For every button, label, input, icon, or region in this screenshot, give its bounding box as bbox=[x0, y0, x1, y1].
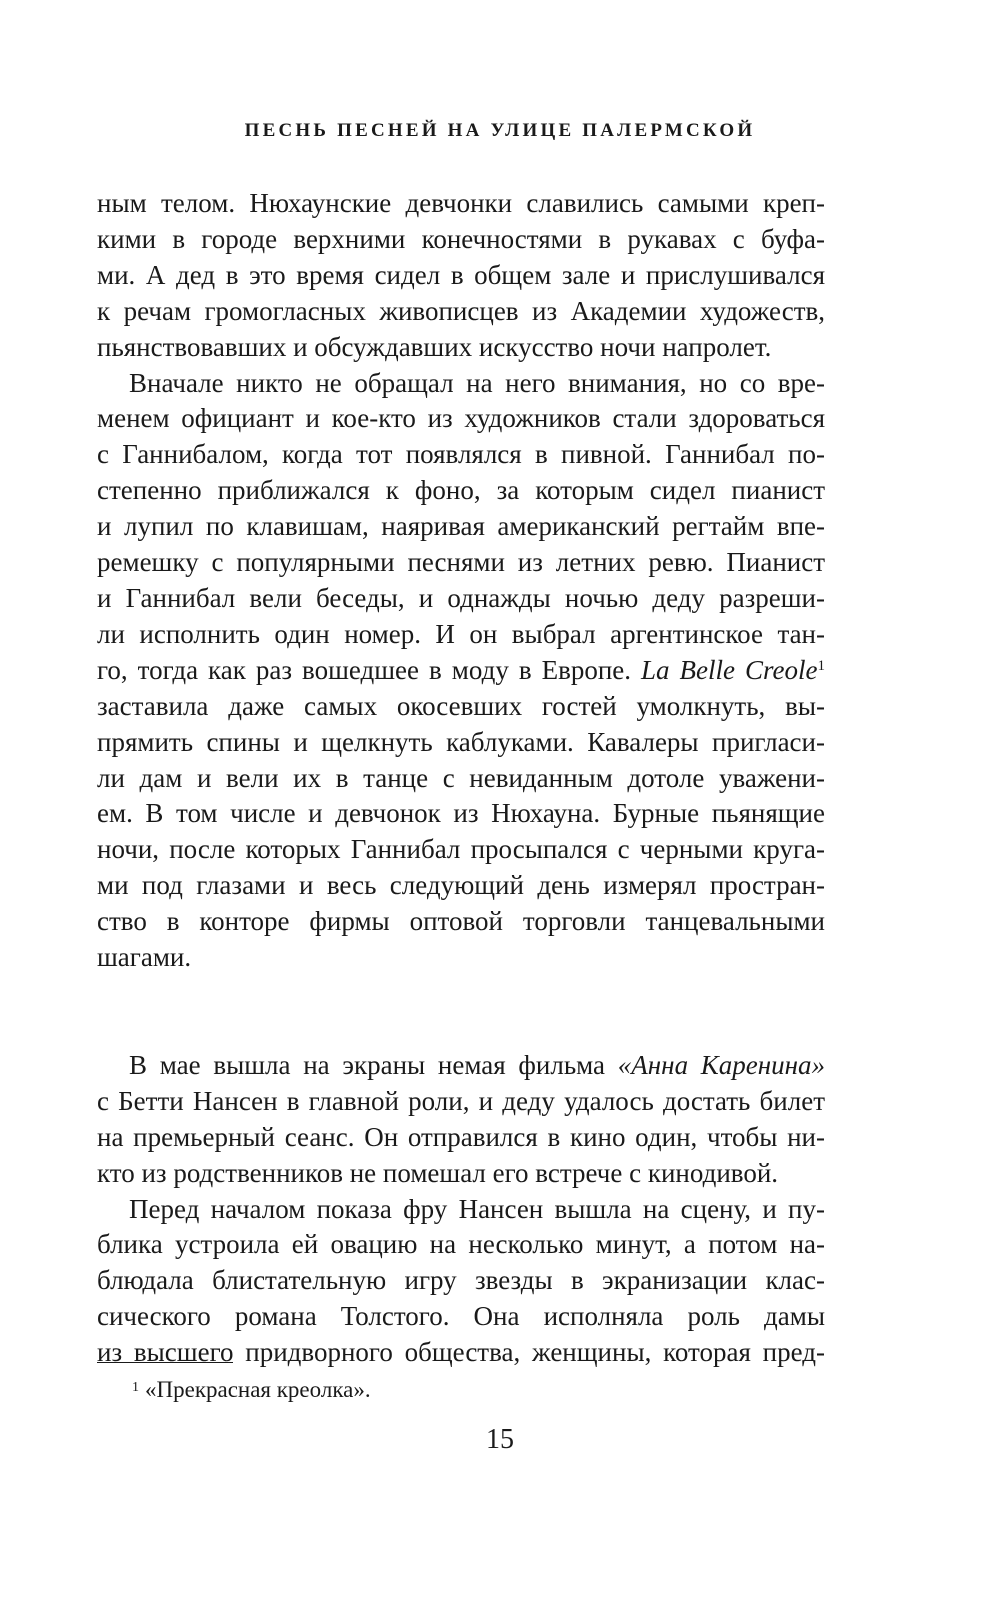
text-line: ли дам и вели их в танце с невиданным дотоле уважени- bbox=[97, 762, 825, 793]
text-line: ночи, после которых Ганнибал просыпался с черными круга- bbox=[97, 834, 825, 865]
text-line: пьянствовавших и обсуждавших искусство ночи напролет. bbox=[97, 331, 772, 362]
text-line: ным телом. Нюхаунские девчонки славились самыми креп- bbox=[97, 188, 825, 218]
footnote bbox=[132, 1376, 371, 1404]
text-line: с Бетти Нансен в главной роли, и деду удалось достать билет bbox=[97, 1085, 825, 1116]
section-break bbox=[97, 976, 825, 1048]
text-line: на премьерный сеанс. Он отправился в кино один, чтобы ни- bbox=[97, 1121, 825, 1152]
text-line: ство в конторе фирмы оптовой торговли танцевальными bbox=[97, 906, 825, 937]
text-line: сического романа Толстого. Она исполняла роль дамы bbox=[97, 1301, 825, 1332]
text-line: Перед началом показа фру Нансен вышла на сцену, и пу- bbox=[129, 1193, 825, 1224]
text-line: кими в городе верхними конечностями в рукавах с буфа- bbox=[97, 223, 825, 254]
footnote-divider bbox=[97, 1362, 233, 1363]
footnote-reference: 1 bbox=[817, 657, 826, 674]
text-line: и лупил по клавишам, наяривая американский регтайм впе- bbox=[97, 511, 825, 542]
text-line: из высшего придворного общества, женщины, которая пред- bbox=[97, 1337, 825, 1368]
italic-title: La Belle Creole bbox=[641, 654, 818, 685]
text-line: менем официант и кое-кто из художников стали здороваться bbox=[97, 403, 825, 434]
footnote-text: «Прекрасная креолка». bbox=[145, 1377, 371, 1402]
text-segment: В мае вышла на экраны немая фильма bbox=[129, 1049, 606, 1080]
text-line-mixed bbox=[97, 1048, 825, 1084]
text-line-mixed bbox=[97, 653, 825, 689]
text-line: и Ганнибал вели беседы, и однажды ночью деду разреши- bbox=[97, 582, 825, 613]
text-segment: го, тогда как раз вошедшее в моду в Европе. bbox=[97, 654, 632, 685]
text-line: прямить спины и щелкнуть каблуками. Кавалеры пригласи- bbox=[97, 726, 825, 757]
text-line: к речам громогласных живописцев из Академии художеств, bbox=[97, 295, 825, 326]
page-number: 15 bbox=[486, 1424, 514, 1455]
running-head: ПЕСНЬ ПЕСНЕЙ НА УЛИЦЕ ПАЛЕРМСКОЙ bbox=[244, 120, 756, 141]
italic-title: «Анна Каренина» bbox=[617, 1049, 826, 1080]
text-line: с Ганнибалом, когда тот появлялся в пивной. Ганнибал по- bbox=[97, 439, 825, 470]
text-line: шагами. bbox=[97, 942, 192, 973]
body-text bbox=[97, 186, 825, 1371]
text-line: ем. В том числе и девчонок из Нюхауна. Бурные пьянящие bbox=[97, 798, 825, 829]
text-line: Вначале никто не обращал на него внимания, но со вре- bbox=[129, 367, 825, 398]
text-line: степенно приближался к фоно, за которым сидел пианист bbox=[97, 475, 825, 506]
text-line: ремешку с популярными песнями из летних ревю. Пианист bbox=[97, 547, 825, 578]
text-line: ми. А дед в это время сидел в общем зале и прислушивался bbox=[97, 259, 825, 290]
text-line: блюдала блистательную игру звезды в экранизации клас- bbox=[97, 1265, 825, 1296]
text-line: ми под глазами и весь следующий день измерял простран- bbox=[97, 870, 825, 901]
text-line: блика устроила ей овацию на несколько минут, а потом на- bbox=[97, 1229, 825, 1260]
text-line: ли исполнить один номер. И он выбрал аргентинское тан- bbox=[97, 618, 825, 649]
text-line: заставила даже самых окосевших гостей умолкнуть, вы- bbox=[97, 690, 825, 721]
footnote-marker: 1 bbox=[132, 1380, 139, 1395]
text-line: кто из родственников не помешал его встрече с кинодивой. bbox=[97, 1157, 779, 1188]
